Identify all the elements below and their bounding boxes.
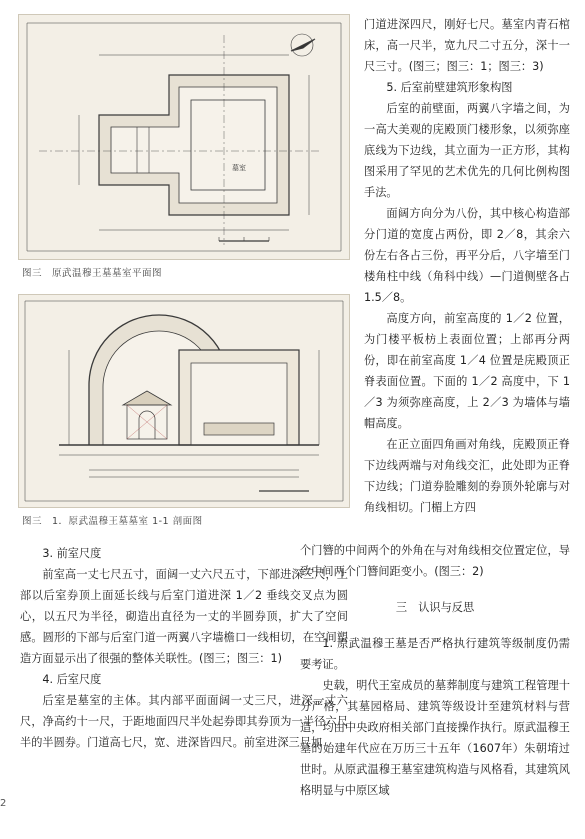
paragraph: 后室的前壁面，两翼八字墙之间，为一高大美观的庑殿顶门楼形象，以须弥座底线为下边线，其立面为一正方形，其构图采用了罕见的艺术优先的几何比例构图手法。 bbox=[364, 102, 570, 199]
paragraph: 在正立面四角画对角线，庑殿顶正脊下边线两端与对角线交汇，此处即为正脊下边线；门道券脸雕刻的券顶外轮廓与对角线相切。门楣上方四 bbox=[364, 438, 570, 514]
section-heading-front-wall: 5. 后室前壁建筑形象构图 bbox=[386, 81, 513, 94]
paragraph: 前室高一丈七尺五寸，面阔一丈六尺五寸，下部进深三尺，上部以后室券顶上面延长线与后室门道进深 1／2 垂线交叉点为圆心，以五尺为半径，砌造出直径为一丈的半圆券顶，扩大了空间感。圆形的下部与后室门道一两翼八字墙檐口一线相切，在空间塑造方面显示出了很强的整体关联性。(图三；图三：1) bbox=[20, 568, 348, 665]
paragraph: 个门簪的中间两个的外角在与对角线相交位置定位，导致中间两个门簪间距变小。(图三：2) bbox=[300, 544, 570, 578]
paragraph: 高度方向，前室高度的 1／2 位置，为门楼平板枋上表面位置；上部再分两份，即在前室高度 1／4 位置是庑殿顶正脊表面位置。下面的 1／2 高度中，下 1／3 为须弥座高度，上 2／3 为墙体与墙帽高度。 bbox=[364, 312, 570, 430]
section-heading-front-room: 3. 前室尺度 bbox=[42, 547, 102, 560]
room-label: 墓室 bbox=[232, 164, 246, 172]
figure-section bbox=[18, 294, 350, 508]
plan-drawing bbox=[19, 15, 349, 259]
page-number: 2 bbox=[0, 798, 7, 809]
figure-section-caption: 图三 1．原武温穆王墓墓室 1-1 剖面图 bbox=[22, 516, 203, 527]
section-drawing bbox=[19, 295, 349, 507]
left-column bbox=[20, 543, 348, 753]
paragraph: 史载，明代王室成员的墓葬制度与建筑工程管理十分严格，其墓园格局、建筑等级设计至建筑材料与营造，均由中央政府相关部门直接操作执行。原武温穆王墓的始建年代应在万历三十五年（1607年）朱朝堉过世时。从原武温穆王墓室建筑构造与风格看，其建筑风格明显与中原区域 bbox=[300, 679, 570, 797]
section-heading-reflection: 三 认识与反思 bbox=[395, 601, 475, 614]
right-column-lower bbox=[300, 540, 570, 801]
paragraph: 面阔方向分为八份，其中核心构造部分门道的宽度占两份，即 2／8，其余六份左右各占三份，再平分后，八字墙至门楼角柱中线（角科中线）—门道侧壁各占1.5／8。 bbox=[364, 207, 570, 304]
paragraph: 1. 原武温穆王墓是否严格执行建筑等级制度仍需要考证。 bbox=[300, 637, 570, 671]
figure-plan bbox=[18, 14, 350, 260]
figure-plan-caption: 图三 原武温穆王墓墓室平面图 bbox=[22, 268, 163, 279]
paragraph: 后室是墓室的主体。其内部平面面阔一丈三尺，进深一丈六尺，净高约十一尺，于距地面四尺半处起券即其券顶为一半径六尺半的半圆券。门道高七尺，宽、进深皆四尺。前室进深三尺加 bbox=[20, 694, 348, 749]
section-heading-rear-room: 4. 后室尺度 bbox=[42, 673, 102, 686]
right-column bbox=[364, 14, 570, 518]
paragraph: 门道进深四尺，刚好七尺。墓室内青石棺床，高一尺半，宽九尺二寸五分，深十一尺三寸。(图三；图三：1；图三：3) bbox=[364, 18, 570, 73]
